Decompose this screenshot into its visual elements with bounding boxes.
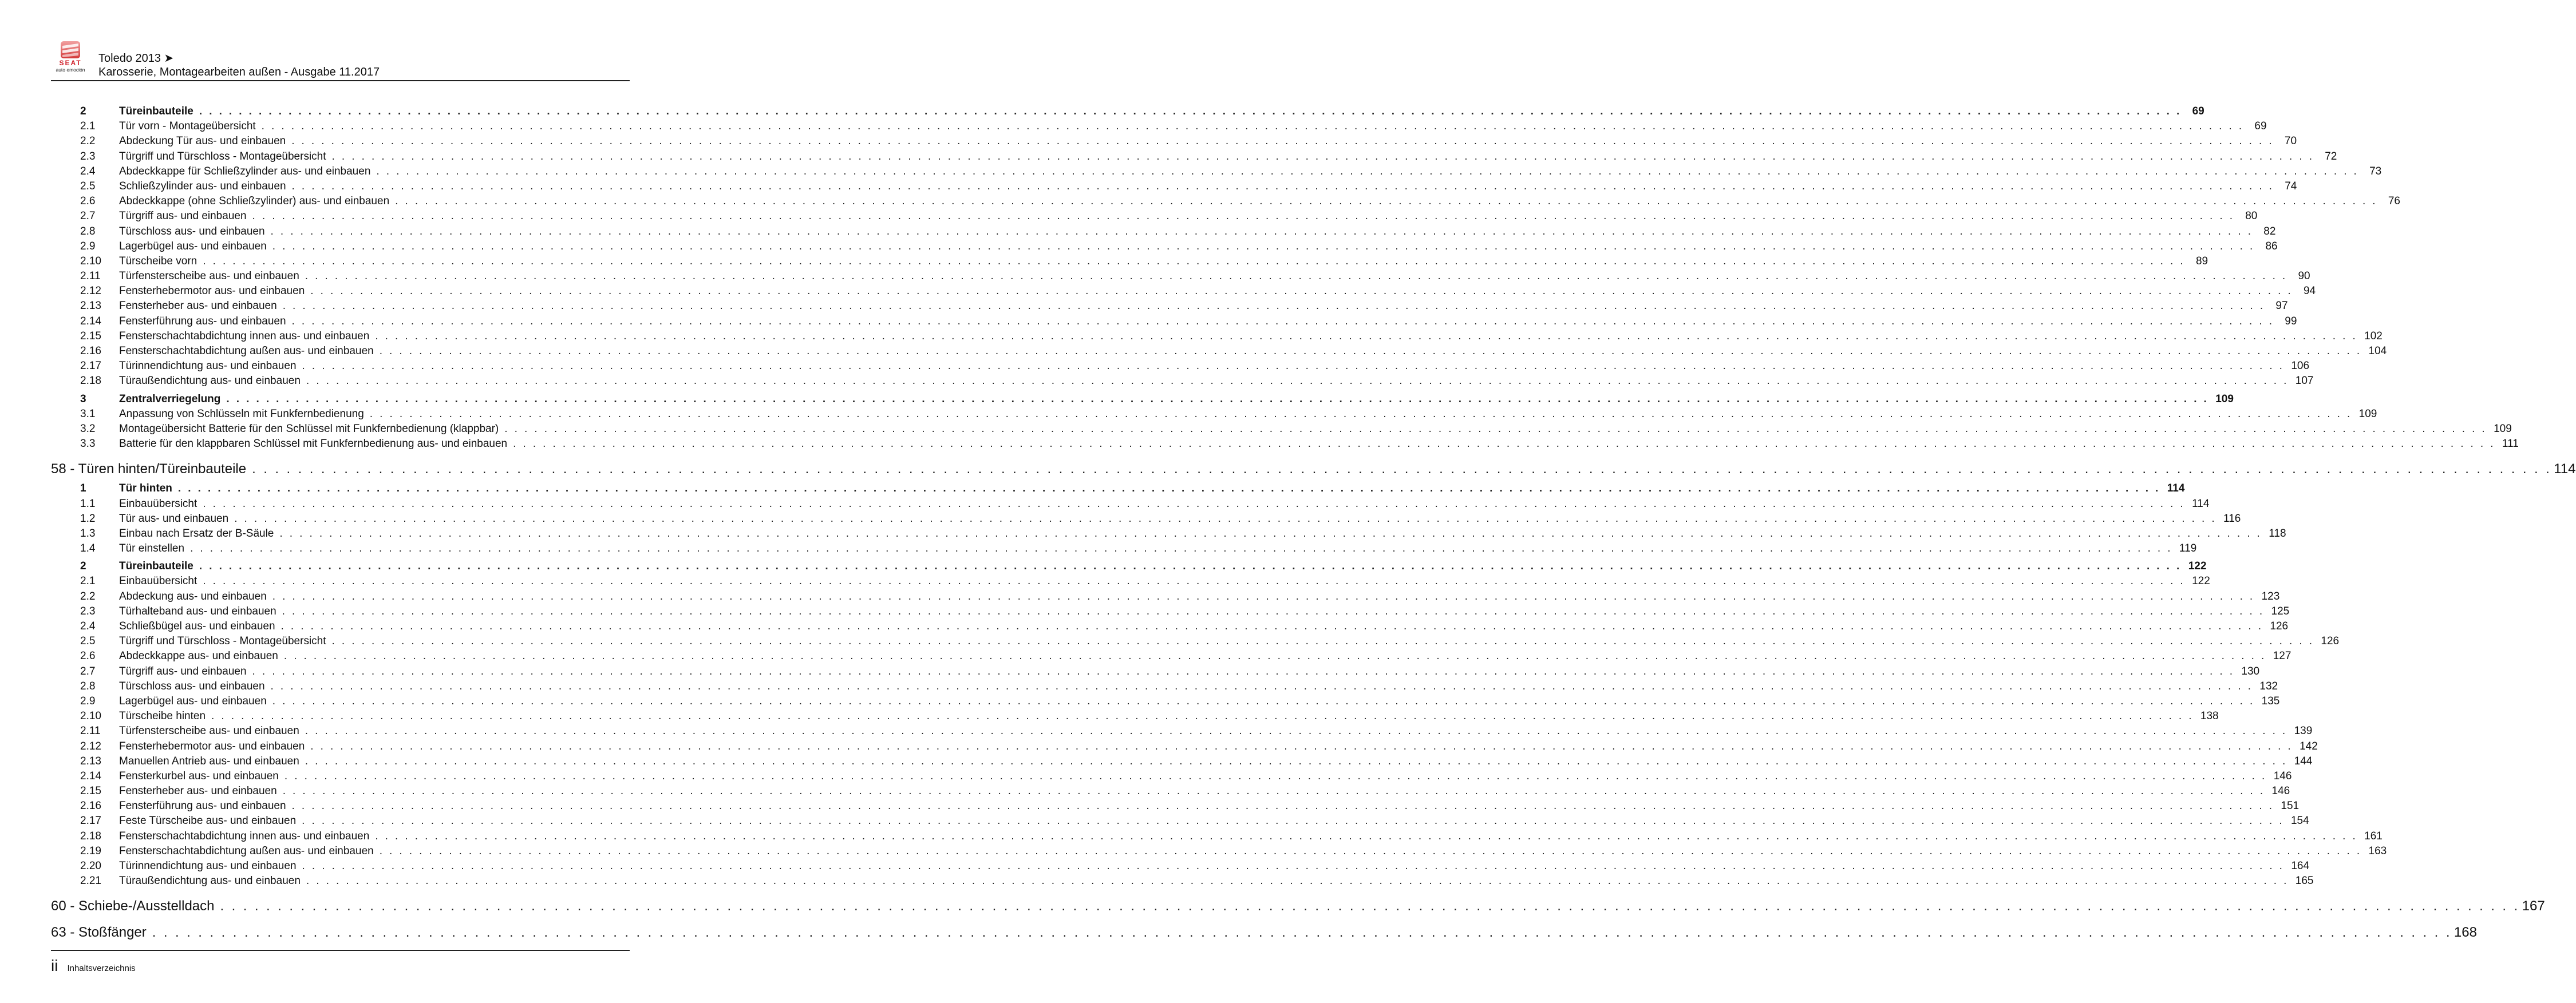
dot-leader: . . . . . . . . . . . . . . . . . . . . . . . . . . . . . . . . . . . . . . . . . . . . . . . . . . . . . . . . . . . . . . . . . . . . . . . . . . . . . . . . . . . . . . . . . . . . . . . . . . . . . . . . . . . . . . . . . . . . . . . . . . . . . . . . . . . . . . . . . . . . . . . . . . . . . . . . . . . . . . . . . . . . . . . . . . . . . . . . . . . . . . . . . . . . . . . . . . . . . . . .	[272, 590, 2255, 602]
dot-leader: . . . . . . . . . . . . . . . . . . . . . . . . . . . . . . . . . . . . . . . . . . . . . . . . . . . . . . . . . . . . . . . . . . . . . . . . . . . . . . . . . . . . . . . . . . . . . . . . . . . . . . . . . . . . . . . . . . . . . . . . . . . . . . . . . . . . . . . . . . . . . . . . . . . . . . . . . . . . . . . . . . . . . . . . . . . . . . . . . . . . . . . . . . . . . . . . . . . . . . . .	[177, 482, 2160, 495]
toc-entry[interactable]	[51, 407, 2377, 422]
dot-leader: . . . . . . . . . . . . . . . . . . . . . . . . . . . . . . . . . . . . . . . . . . . . . . . . . . . . . . . . . . . . . . . . . . . . . . . . . . . . . . . . . . . . . . . . . . . . . . . . . . . . . . . . . . . . . . . . . . . . . . . . . . . . . . . . . . . . . . . . . . . . . . . . . . . . . . . . . . . . . . . . . . . . . . . . . . . . . . . . . . . . . . . . . . . . . . . . . . . . . . . .	[234, 512, 2217, 525]
entry-title: Fensterschachtabdichtung außen aus- und einbauen	[119, 845, 374, 857]
entry-number: 2.17	[80, 360, 101, 372]
entry-number: 2.6	[80, 195, 96, 208]
entry-title: Türgriff aus- und einbauen	[119, 210, 247, 223]
dot-leader: . . . . . . . . . . . . . . . . . . . . . . . . . . . . . . . . . . . . . . . . . . . . . . . . . . . . . . . . . . . . . . . . . . . . . . . . . . . . . . . . . . . . . . . . . . . . . . . . . . . . . . . . . . . . . . . . . . . . . . . . . . . . . . . . . . . . . . . . . . . . . . . . . . . . . . . . . . . . . . . . . . . . . . . . . . . . . . . . . . . . . . . . . . . . . . . . . . . . . . . .	[282, 300, 2265, 312]
footer-divider	[51, 950, 630, 951]
entry-number: 2.9	[80, 240, 96, 252]
entry-page-number: 146	[2271, 785, 2290, 798]
entry-number: 2.2	[80, 590, 96, 602]
entry-page-number: 142	[2300, 740, 2318, 752]
entry-title: Türeinbauteile	[119, 560, 193, 573]
entry-number: 2.7	[80, 665, 96, 677]
svg-text:auto emoción: auto emoción	[56, 67, 85, 73]
entry-page-number: 70	[2284, 135, 2297, 148]
header-divider	[51, 80, 630, 81]
entry-number: 2.13	[80, 755, 101, 767]
dot-leader: . . . . . . . . . . . . . . . . . . . . . . . . . . . . . . . . . . . . . . . . . . . . . . . . . . . . . . . . . . . . . . . . . . . . . . . . . . . . . . . . . . . . . . . . . . . . . . . . . . . . . . . . . . . . . . . . . . . . . . . . . . . . . . . . . . . . . . . . . . . . . . . . . . . . . . . . . . . . . . . . . . . . . . . . . . . . . . . . . . . . . . . . . . . . . . . . . . . . . . . .	[302, 860, 2285, 872]
entry-title: Abdeckkappe aus- und einbauen	[119, 650, 278, 663]
entry-page-number: 94	[2303, 285, 2316, 298]
entry-title: Türfensterscheibe aus- und einbauen	[119, 725, 299, 738]
entry-page-number: 72	[2325, 150, 2337, 162]
entry-title: Türgriff und Türschloss - Montageübersicht	[119, 150, 326, 162]
toc-entry[interactable]	[51, 284, 2316, 299]
entry-title: Batterie für den klappbaren Schlüssel mit Funkfernbedienung aus- und einbauen	[119, 438, 508, 450]
toc-entry[interactable]	[51, 649, 2291, 664]
toc-entry[interactable]	[51, 739, 2318, 754]
entry-title: Lagerbügel aus- und einbauen	[119, 695, 267, 707]
toc-entry[interactable]	[51, 769, 2292, 784]
toc-entry[interactable]	[51, 239, 2278, 254]
entry-title: Abdeckkappe (ohne Schließzylinder) aus- und einbauen	[119, 195, 390, 208]
entry-title: Fensterhebermotor aus- und einbauen	[119, 740, 305, 752]
entry-title: Türschloss aus- und einbauen	[119, 225, 265, 237]
entry-title: Anpassung von Schlüsseln mit Funkfernbedienung	[119, 407, 364, 420]
entry-page-number: 114	[2167, 482, 2185, 495]
entry-title: Tür hinten	[119, 482, 172, 495]
dot-leader: . . . . . . . . . . . . . . . . . . . . . . . . . . . . . . . . . . . . . . . . . . . . . . . . . . . . . . . . . . . . . . . . . . . . . . . . . . . . . . . . . . . . . . . . . . . . . . . . . . . . . . . . . . . . . . . . . . . . . . . . . . . . . . . . . . . . . . . . . . . . . . . . . . . . . . . . . . . . . . . . . . . . . . . . . . . . . . . . . . . . . . . . . . . . . . . . . . . . . . . .	[220, 898, 2520, 914]
dot-leader: . . . . . . . . . . . . . . . . . . . . . . . . . . . . . . . . . . . . . . . . . . . . . . . . . . . . . . . . . . . . . . . . . . . . . . . . . . . . . . . . . . . . . . . . . . . . . . . . . . . . . . . . . . . . . . . . . . . . . . . . . . . . . . . . . . . . . . . . . . . . . . . . . . . . . . . . . . . . . . . . . . . . . . . . . . . . . . . . . . . . . . . . . . . . . . . . . . . . . . . .	[513, 438, 2495, 450]
toc-section[interactable]	[51, 392, 2234, 407]
entry-number: 2	[80, 560, 86, 573]
entry-number: 2.5	[80, 635, 96, 648]
toc-section[interactable]	[51, 104, 2204, 119]
entry-title: Tür vorn - Montageübersicht	[119, 120, 256, 133]
seat-logo	[50, 41, 94, 76]
entry-page-number: 146	[2273, 770, 2292, 782]
dot-leader: . . . . . . . . . . . . . . . . . . . . . . . . . . . . . . . . . . . . . . . . . . . . . . . . . . . . . . . . . . . . . . . . . . . . . . . . . . . . . . . . . . . . . . . . . . . . . . . . . . . . . . . . . . . . . . . . . . . . . . . . . . . . . . . . . . . . . . . . . . . . . . . . . . . . . . . . . . . . . . . . . . . . . . . . . . . . . . . . . . . . . . . . . . . . . . . . . . . . . . . .	[280, 620, 2263, 632]
entry-number: 2.1	[80, 575, 96, 588]
entry-number: 2.19	[80, 845, 101, 857]
toc-entry[interactable]	[51, 724, 2313, 739]
toc-entry[interactable]	[51, 859, 2310, 874]
dot-leader: . . . . . . . . . . . . . . . . . . . . . . . . . . . . . . . . . . . . . . . . . . . . . . . . . . . . . . . . . . . . . . . . . . . . . . . . . . . . . . . . . . . . . . . . . . . . . . . . . . . . . . . . . . . . . . . . . . . . . . . . . . . . . . . . . . . . . . . . . . . . . . . . . . . . . . . . . . . . . . . . . . . . . . . . . . . . . . . . . . . . . . . . . . . . . . . . . . . . . . . .	[270, 225, 2253, 237]
dot-leader: . . . . . . . . . . . . . . . . . . . . . . . . . . . . . . . . . . . . . . . . . . . . . . . . . . . . . . . . . . . . . . . . . . . . . . . . . . . . . . . . . . . . . . . . . . . . . . . . . . . . . . . . . . . . . . . . . . . . . . . . . . . . . . . . . . . . . . . . . . . . . . . . . . . . . . . . . . . . . . . . . . . . . . . . . . . . . . . . . . . . . . . . . . . . . . . . . . . . . . . .	[306, 875, 2289, 887]
entry-number: 2.11	[80, 270, 101, 283]
toc-entry[interactable]	[51, 119, 2267, 134]
toc-entry[interactable]	[51, 814, 2309, 828]
table-of-contents	[51, 104, 2576, 941]
entry-title: Montageübersicht Batterie für den Schlüssel mit Funkfernbedienung (klappbar)	[119, 422, 499, 435]
entry-page-number: 69	[2192, 105, 2204, 117]
entry-number: 2.10	[80, 710, 101, 723]
toc-chapter[interactable]	[51, 898, 2545, 914]
entry-number: 2.10	[80, 255, 101, 267]
entry-page-number: 151	[2281, 800, 2300, 812]
entry-title: 60 - Schiebe-/Ausstelldach	[51, 898, 215, 914]
entry-page-number: 99	[2285, 315, 2297, 327]
entry-number: 2.5	[80, 180, 96, 192]
entry-title: Schließbügel aus- und einbauen	[119, 620, 275, 632]
entry-number: 2.16	[80, 800, 101, 812]
dot-leader: . . . . . . . . . . . . . . . . . . . . . . . . . . . . . . . . . . . . . . . . . . . . . . . . . . . . . . . . . . . . . . . . . . . . . . . . . . . . . . . . . . . . . . . . . . . . . . . . . . . . . . . . . . . . . . . . . . . . . . . . . . . . . . . . . . . . . . . . . . . . . . . . . . . . . . . . . . . . . . . . . . . . . . . . . . . . . . . . . . . . . . . . . . . . . . . . . . . . . . . .	[284, 770, 2267, 782]
dot-leader: . . . . . . . . . . . . . . . . . . . . . . . . . . . . . . . . . . . . . . . . . . . . . . . . . . . . . . . . . . . . . . . . . . . . . . . . . . . . . . . . . . . . . . . . . . . . . . . . . . . . . . . . . . . . . . . . . . . . . . . . . . . . . . . . . . . . . . . . . . . . . . . . . . . . . . . . . . . . . . . . . . . . . . . . . . . . . . . . . . . . . . . . . . . . . . . . . . . . . . . .	[190, 542, 2172, 555]
entry-number: 2.13	[80, 300, 101, 312]
toc-entry[interactable]	[51, 589, 2280, 604]
entry-page-number: 109	[2215, 393, 2234, 405]
entry-number: 2.21	[80, 875, 101, 887]
dot-leader: . . . . . . . . . . . . . . . . . . . . . . . . . . . . . . . . . . . . . . . . . . . . . . . . . . . . . . . . . . . . . . . . . . . . . . . . . . . . . . . . . . . . . . . . . . . . . . . . . . . . . . . . . . . . . . . . . . . . . . . . . . . . . . . . . . . . . . . . . . . . . . . . . . . . . . . . . . . . . . . . . . . . . . . . . . . . . . . . . . . . . . . . . . . . . . . . . . . . . . . .	[331, 150, 2314, 162]
entry-number: 2.11	[80, 725, 101, 738]
entry-page-number: 132	[2259, 680, 2278, 692]
toc-entry[interactable]	[51, 359, 2310, 374]
dot-leader: . . . . . . . . . . . . . . . . . . . . . . . . . . . . . . . . . . . . . . . . . . . . . . . . . . . . . . . . . . . . . . . . . . . . . . . . . . . . . . . . . . . . . . . . . . . . . . . . . . . . . . . . . . . . . . . . . . . . . . . . . . . . . . . . . . . . . . . . . . . . . . . . . . . . . . . . . . . . . . . . . . . . . . . . . . . . . . . . . . . . . . . . . . . . . . . . . . . . . . . .	[306, 375, 2289, 387]
entry-page-number: 161	[2364, 830, 2383, 842]
toc-entry[interactable]	[51, 224, 2276, 239]
document-subtitle: Karosserie, Montagearbeiten außen - Ausgabe 11.2017	[98, 66, 380, 78]
model-title: Toledo 2013 ➤	[98, 52, 174, 65]
entry-title: Türaußendichtung aus- und einbauen	[119, 875, 301, 887]
toc-chapter[interactable]	[51, 461, 2576, 477]
dot-leader: . . . . . . . . . . . . . . . . . . . . . . . . . . . . . . . . . . . . . . . . . . . . . . . . . . . . . . . . . . . . . . . . . . . . . . . . . . . . . . . . . . . . . . . . . . . . . . . . . . . . . . . . . . . . . . . . . . . . . . . . . . . . . . . . . . . . . . . . . . . . . . . . . . . . . . . . . . . . . . . . . . . . . . . . . . . . . . . . . . . . . . . . . . . . . . . . . . . . . . . .	[291, 800, 2274, 812]
dot-leader: . . . . . . . . . . . . . . . . . . . . . . . . . . . . . . . . . . . . . . . . . . . . . . . . . . . . . . . . . . . . . . . . . . . . . . . . . . . . . . . . . . . . . . . . . . . . . . . . . . . . . . . . . . . . . . . . . . . . . . . . . . . . . . . . . . . . . . . . . . . . . . . . . . . . . . . . . . . . . . . . . . . . . . . . . . . . . . . . . . . . . . . . . . . . . . . . . . . . . . . .	[203, 255, 2186, 267]
entry-page-number: 86	[2265, 240, 2278, 252]
dot-leader: . . . . . . . . . . . . . . . . . . . . . . . . . . . . . . . . . . . . . . . . . . . . . . . . . . . . . . . . . . . . . . . . . . . . . . . . . . . . . . . . . . . . . . . . . . . . . . . . . . . . . . . . . . . . . . . . . . . . . . . . . . . . . . . . . . . . . . . . . . . . . . . . . . . . . . . . . . . . . . . . . . . . . . . . . . . . . . . . . . . . . . . . . . . . . . . . . . . . . . . .	[305, 270, 2287, 283]
dot-leader: . . . . . . . . . . . . . . . . . . . . . . . . . . . . . . . . . . . . . . . . . . . . . . . . . . . . . . . . . . . . . . . . . . . . . . . . . . . . . . . . . . . . . . . . . . . . . . . . . . . . . . . . . . . . . . . . . . . . . . . . . . . . . . . . . . . . . . . . . . . . . . . . . . . . . . . . . . . . . . . . . . . . . . . . . . . . . . . . . . . . . . . . . . . . . . . . . . . . . . . .	[252, 461, 2552, 477]
dot-leader: . . . . . . . . . . . . . . . . . . . . . . . . . . . . . . . . . . . . . . . . . . . . . . . . . . . . . . . . . . . . . . . . . . . . . . . . . . . . . . . . . . . . . . . . . . . . . . . . . . . . . . . . . . . . . . . . . . . . . . . . . . . . . . . . . . . . . . . . . . . . . . . . . . . . . . . . . . . . . . . . . . . . . . . . . . . . . . . . . . . . . . . . . . . . . . . . . . . . . . . .	[302, 815, 2284, 827]
toc-entry[interactable]	[51, 374, 2314, 388]
dot-leader: . . . . . . . . . . . . . . . . . . . . . . . . . . . . . . . . . . . . . . . . . . . . . . . . . . . . . . . . . . . . . . . . . . . . . . . . . . . . . . . . . . . . . . . . . . . . . . . . . . . . . . . . . . . . . . . . . . . . . . . . . . . . . . . . . . . . . . . . . . . . . . . . . . . . . . . . . . . . . . . . . . . . . . . . . . . . . . . . . . . . . . . . . . . . . . . . . . . . . . . .	[369, 407, 2352, 420]
dot-leader: . . . . . . . . . . . . . . . . . . . . . . . . . . . . . . . . . . . . . . . . . . . . . . . . . . . . . . . . . . . . . . . . . . . . . . . . . . . . . . . . . . . . . . . . . . . . . . . . . . . . . . . . . . . . . . . . . . . . . . . . . . . . . . . . . . . . . . . . . . . . . . . . . . . . . . . . . . . . . . . . . . . . . . . . . . . . . . . . . . . . . . . . . . . . . . . . . . . . . . . .	[375, 330, 2358, 342]
toc-entry[interactable]	[51, 254, 2208, 269]
entry-page-number: 74	[2285, 180, 2297, 192]
toc-section[interactable]	[51, 559, 2207, 574]
entry-number: 2.18	[80, 830, 101, 842]
toc-entry[interactable]	[51, 164, 2382, 179]
dot-leader: . . . . . . . . . . . . . . . . . . . . . . . . . . . . . . . . . . . . . . . . . . . . . . . . . . . . . . . . . . . . . . . . . . . . . . . . . . . . . . . . . . . . . . . . . . . . . . . . . . . . . . . . . . . . . . . . . . . . . . . . . . . . . . . . . . . . . . . . . . . . . . . . . . . . . . . . . . . . . . . . . . . . . . . . . . . . . . . . . . . . . . . . . . . . . . . . . . . . . . . .	[226, 393, 2209, 405]
entry-page-number: 139	[2294, 725, 2313, 738]
dot-leader: . . . . . . . . . . . . . . . . . . . . . . . . . . . . . . . . . . . . . . . . . . . . . . . . . . . . . . . . . . . . . . . . . . . . . . . . . . . . . . . . . . . . . . . . . . . . . . . . . . . . . . . . . . . . . . . . . . . . . . . . . . . . . . . . . . . . . . . . . . . . . . . . . . . . . . . . . . . . . . . . . . . . . . . . . . . . . . . . . . . . . . . . . . . . . . . . . . . . . . . .	[282, 785, 2265, 798]
entry-page-number: 97	[2275, 300, 2288, 312]
entry-number: 1.3	[80, 527, 96, 540]
toc-entry[interactable]	[51, 679, 2278, 694]
entry-number: 1	[80, 482, 86, 495]
entry-page-number: 135	[2261, 695, 2280, 707]
dot-leader: . . . . . . . . . . . . . . . . . . . . . . . . . . . . . . . . . . . . . . . . . . . . . . . . . . . . . . . . . . . . . . . . . . . . . . . . . . . . . . . . . . . . . . . . . . . . . . . . . . . . . . . . . . . . . . . . . . . . . . . . . . . . . . . . . . . . . . . . . . . . . . . . . . . . . . . . . . . . . . . . . . . . . . . . . . . . . . . . . . . . . . . . . . . . . . . . . . . . . . . .	[305, 725, 2287, 738]
entry-number: 2.3	[80, 605, 96, 617]
entry-number: 2.12	[80, 740, 101, 752]
entry-number: 2.7	[80, 210, 96, 223]
dot-leader: . . . . . . . . . . . . . . . . . . . . . . . . . . . . . . . . . . . . . . . . . . . . . . . . . . . . . . . . . . . . . . . . . . . . . . . . . . . . . . . . . . . . . . . . . . . . . . . . . . . . . . . . . . . . . . . . . . . . . . . . . . . . . . . . . . . . . . . . . . . . . . . . . . . . . . . . . . . . . . . . . . . . . . . . . . . . . . . . . . . . . . . . . . . . . . . . . . . . . . . .	[199, 105, 2182, 117]
entry-number: 3	[80, 393, 86, 405]
dot-leader: . . . . . . . . . . . . . . . . . . . . . . . . . . . . . . . . . . . . . . . . . . . . . . . . . . . . . . . . . . . . . . . . . . . . . . . . . . . . . . . . . . . . . . . . . . . . . . . . . . . . . . . . . . . . . . . . . . . . . . . . . . . . . . . . . . . . . . . . . . . . . . . . . . . . . . . . . . . . . . . . . . . . . . . . . . . . . . . . . . . . . . . . . . . . . . . . . . . . . . . .	[331, 635, 2314, 648]
entry-number: 2.6	[80, 650, 96, 663]
entry-page-number: 80	[2245, 210, 2258, 223]
dot-leader: . . . . . . . . . . . . . . . . . . . . . . . . . . . . . . . . . . . . . . . . . . . . . . . . . . . . . . . . . . . . . . . . . . . . . . . . . . . . . . . . . . . . . . . . . . . . . . . . . . . . . . . . . . . . . . . . . . . . . . . . . . . . . . . . . . . . . . . . . . . . . . . . . . . . . . . . . . . . . . . . . . . . . . . . . . . . . . . . . . . . . . . . . . . . . . . . . . . . . . . .	[376, 165, 2359, 177]
entry-number: 2.1	[80, 120, 96, 133]
entry-title: 63 - Stoßfänger	[51, 925, 147, 941]
entry-title: Lagerbügel aus- und einbauen	[119, 240, 267, 252]
entry-title: Türeinbauteile	[119, 105, 193, 117]
toc-entry[interactable]	[51, 634, 2340, 649]
toc-entry[interactable]	[51, 874, 2314, 889]
entry-title: Zentralverriegelung	[119, 393, 221, 405]
entry-title: Türscheibe hinten	[119, 710, 206, 723]
entry-page-number: 122	[2192, 575, 2210, 588]
entry-number: 2.17	[80, 815, 101, 827]
entry-title: Fensterschachtabdichtung innen aus- und einbauen	[119, 830, 370, 842]
toc-entry[interactable]	[51, 709, 2219, 724]
dot-leader: . . . . . . . . . . . . . . . . . . . . . . . . . . . . . . . . . . . . . . . . . . . . . . . . . . . . . . . . . . . . . . . . . . . . . . . . . . . . . . . . . . . . . . . . . . . . . . . . . . . . . . . . . . . . . . . . . . . . . . . . . . . . . . . . . . . . . . . . . . . . . . . . . . . . . . . . . . . . . . . . . . . . . . . . . . . . . . . . . . . . . . . . . . . . . . . . . . . . . . . .	[310, 740, 2293, 752]
toc-entry[interactable]	[51, 344, 2387, 359]
dot-leader: . . . . . . . . . . . . . . . . . . . . . . . . . . . . . . . . . . . . . . . . . . . . . . . . . . . . . . . . . . . . . . . . . . . . . . . . . . . . . . . . . . . . . . . . . . . . . . . . . . . . . . . . . . . . . . . . . . . . . . . . . . . . . . . . . . . . . . . . . . . . . . . . . . . . . . . . . . . . . . . . . . . . . . . . . . . . . . . . . . . . . . . . . . . . . . . . . . . . . . . .	[279, 527, 2262, 540]
entry-title: Abdeckung aus- und einbauen	[119, 590, 267, 602]
toc-entry[interactable]	[51, 149, 2337, 164]
dot-leader: . . . . . . . . . . . . . . . . . . . . . . . . . . . . . . . . . . . . . . . . . . . . . . . . . . . . . . . . . . . . . . . . . . . . . . . . . . . . . . . . . . . . . . . . . . . . . . . . . . . . . . . . . . . . . . . . . . . . . . . . . . . . . . . . . . . . . . . . . . . . . . . . . . . . . . . . . . . . . . . . . . . . . . . . . . . . . . . . . . . . . . . . . . . . . . . . . . . . . . . .	[272, 695, 2255, 707]
entry-page-number: 109	[2358, 407, 2377, 420]
svg-text:SEAT: SEAT	[59, 59, 82, 67]
dot-leader: . . . . . . . . . . . . . . . . . . . . . . . . . . . . . . . . . . . . . . . . . . . . . . . . . . . . . . . . . . . . . . . . . . . . . . . . . . . . . . . . . . . . . . . . . . . . . . . . . . . . . . . . . . . . . . . . . . . . . . . . . . . . . . . . . . . . . . . . . . . . . . . . . . . . . . . . . . . . . . . . . . . . . . . . . . . . . . . . . . . . . . . . . . . . . . . . . . . . . . . .	[379, 845, 2362, 857]
entry-page-number: 114	[2192, 497, 2210, 510]
toc-entry[interactable]	[51, 604, 2290, 619]
entry-page-number: 119	[2179, 542, 2197, 555]
toc-chapter[interactable]	[51, 925, 2477, 941]
entry-number: 2.4	[80, 165, 96, 177]
toc-entry[interactable]	[51, 497, 2210, 512]
entry-title: Tür aus- und einbauen	[119, 512, 229, 525]
entry-page-number: 167	[2522, 898, 2545, 914]
entry-page-number: 126	[2270, 620, 2289, 632]
entry-page-number: 106	[2291, 360, 2310, 372]
entry-number: 2.16	[80, 345, 101, 357]
entry-number: 2.12	[80, 285, 101, 298]
dot-leader: . . . . . . . . . . . . . . . . . . . . . . . . . . . . . . . . . . . . . . . . . . . . . . . . . . . . . . . . . . . . . . . . . . . . . . . . . . . . . . . . . . . . . . . . . . . . . . . . . . . . . . . . . . . . . . . . . . . . . . . . . . . . . . . . . . . . . . . . . . . . . . . . . . . . . . . . . . . . . . . . . . . . . . . . . . . . . . . . . . . . . . . . . . . . . . . . . . . . . . . .	[310, 285, 2293, 298]
toc-entry[interactable]	[51, 754, 2313, 769]
entry-title: Türaußendichtung aus- und einbauen	[119, 375, 301, 387]
entry-page-number: 122	[2188, 560, 2207, 573]
toc-entry[interactable]	[51, 664, 2260, 679]
toc-entry[interactable]	[51, 799, 2300, 814]
dot-leader: . . . . . . . . . . . . . . . . . . . . . . . . . . . . . . . . . . . . . . . . . . . . . . . . . . . . . . . . . . . . . . . . . . . . . . . . . . . . . . . . . . . . . . . . . . . . . . . . . . . . . . . . . . . . . . . . . . . . . . . . . . . . . . . . . . . . . . . . . . . . . . . . . . . . . . . . . . . . . . . . . . . . . . . . . . . . . . . . . . . . . . . . . . . . . . . . . . . . . . . .	[283, 650, 2266, 663]
entry-number: 2.3	[80, 150, 96, 162]
entry-number: 2.14	[80, 315, 101, 327]
entry-number: 1.2	[80, 512, 96, 525]
entry-page-number: 73	[2369, 165, 2382, 177]
entry-page-number: 111	[2502, 438, 2519, 450]
entry-page-number: 82	[2263, 225, 2276, 237]
dot-leader: . . . . . . . . . . . . . . . . . . . . . . . . . . . . . . . . . . . . . . . . . . . . . . . . . . . . . . . . . . . . . . . . . . . . . . . . . . . . . . . . . . . . . . . . . . . . . . . . . . . . . . . . . . . . . . . . . . . . . . . . . . . . . . . . . . . . . . . . . . . . . . . . . . . . . . . . . . . . . . . . . . . . . . . . . . . . . . . . . . . . . . . . . . . . . . . . . . . . . . . .	[395, 195, 2377, 208]
toc-entry[interactable]	[51, 784, 2290, 799]
entry-number: 3.1	[80, 407, 96, 420]
entry-title: Fensterführung aus- und einbauen	[119, 315, 286, 327]
entry-title: Fensterschachtabdichtung außen aus- und einbauen	[119, 345, 374, 357]
dot-leader: . . . . . . . . . . . . . . . . . . . . . . . . . . . . . . . . . . . . . . . . . . . . . . . . . . . . . . . . . . . . . . . . . . . . . . . . . . . . . . . . . . . . . . . . . . . . . . . . . . . . . . . . . . . . . . . . . . . . . . . . . . . . . . . . . . . . . . . . . . . . . . . . . . . . . . . . . . . . . . . . . . . . . . . . . . . . . . . . . . . . . . . . . . . . . . . . . . . . . . . .	[270, 680, 2253, 692]
dot-leader: . . . . . . . . . . . . . . . . . . . . . . . . . . . . . . . . . . . . . . . . . . . . . . . . . . . . . . . . . . . . . . . . . . . . . . . . . . . . . . . . . . . . . . . . . . . . . . . . . . . . . . . . . . . . . . . . . . . . . . . . . . . . . . . . . . . . . . . . . . . . . . . . . . . . . . . . . . . . . . . . . . . . . . . . . . . . . . . . . . . . . . . . . . . . . . . . . . . . . . . .	[291, 180, 2274, 192]
entry-page-number: 114	[2554, 461, 2576, 477]
dot-leader: . . . . . . . . . . . . . . . . . . . . . . . . . . . . . . . . . . . . . . . . . . . . . . . . . . . . . . . . . . . . . . . . . . . . . . . . . . . . . . . . . . . . . . . . . . . . . . . . . . . . . . . . . . . . . . . . . . . . . . . . . . . . . . . . . . . . . . . . . . . . . . . . . . . . . . . . . . . . . . . . . . . . . . . . . . . . . . . . . . . . . . . . . . . . . . . . . . . . . . . .	[261, 120, 2244, 133]
entry-page-number: 104	[2368, 345, 2387, 357]
toc-entry[interactable]	[51, 209, 2258, 224]
toc-entry[interactable]	[51, 574, 2210, 589]
entry-title: Türinnendichtung aus- und einbauen	[119, 360, 297, 372]
toc-entry[interactable]	[51, 422, 2512, 437]
toc-entry[interactable]	[51, 314, 2297, 329]
dot-leader: . . . . . . . . . . . . . . . . . . . . . . . . . . . . . . . . . . . . . . . . . . . . . . . . . . . . . . . . . . . . . . . . . . . . . . . . . . . . . . . . . . . . . . . . . . . . . . . . . . . . . . . . . . . . . . . . . . . . . . . . . . . . . . . . . . . . . . . . . . . . . . . . . . . . . . . . . . . . . . . . . . . . . . . . . . . . . . . . . . . . . . . . . . . . . . . . . . . . . . . .	[203, 575, 2186, 588]
entry-title: Türfensterscheibe aus- und einbauen	[119, 270, 299, 283]
entry-page-number: 130	[2241, 665, 2260, 677]
entry-number: 1.1	[80, 497, 96, 510]
toc-entry[interactable]	[51, 194, 2400, 209]
toc-entry[interactable]	[51, 619, 2289, 634]
entry-title: Türscheibe vorn	[119, 255, 197, 267]
entry-page-number: 90	[2298, 270, 2310, 283]
dot-leader: . . . . . . . . . . . . . . . . . . . . . . . . . . . . . . . . . . . . . . . . . . . . . . . . . . . . . . . . . . . . . . . . . . . . . . . . . . . . . . . . . . . . . . . . . . . . . . . . . . . . . . . . . . . . . . . . . . . . . . . . . . . . . . . . . . . . . . . . . . . . . . . . . . . . . . . . . . . . . . . . . . . . . . . . . . . . . . . . . . . . . . . . . . . . . . . . . . . . . . . .	[282, 605, 2265, 617]
entry-number: 2.15	[80, 330, 101, 342]
entry-title: Türgriff und Türschloss - Montageübersicht	[119, 635, 326, 648]
entry-page-number: 69	[2254, 120, 2267, 133]
dot-leader: . . . . . . . . . . . . . . . . . . . . . . . . . . . . . . . . . . . . . . . . . . . . . . . . . . . . . . . . . . . . . . . . . . . . . . . . . . . . . . . . . . . . . . . . . . . . . . . . . . . . . . . . . . . . . . . . . . . . . . . . . . . . . . . . . . . . . . . . . . . . . . . . . . . . . . . . . . . . . . . . . . . . . . . . . . . . . . . . . . . . . . . . . . . . . . . . . . . . . . . .	[379, 345, 2362, 357]
entry-title: 58 - Türen hinten/Türeinbauteile	[51, 461, 247, 477]
entry-number: 3.2	[80, 422, 96, 435]
entry-page-number: 164	[2291, 860, 2310, 872]
footer-label: Inhaltsverzeichnis	[67, 964, 136, 973]
dot-leader: . . . . . . . . . . . . . . . . . . . . . . . . . . . . . . . . . . . . . . . . . . . . . . . . . . . . . . . . . . . . . . . . . . . . . . . . . . . . . . . . . . . . . . . . . . . . . . . . . . . . . . . . . . . . . . . . . . . . . . . . . . . . . . . . . . . . . . . . . . . . . . . . . . . . . . . . . . . . . . . . . . . . . . . . . . . . . . . . . . . . . . . . . . . . . . . . . . . . . . . .	[203, 497, 2186, 510]
entry-page-number: 76	[2388, 195, 2400, 208]
entry-page-number: 116	[2223, 512, 2241, 525]
entry-title: Abdeckkappe für Schließzylinder aus- und einbauen	[119, 165, 371, 177]
dot-leader: . . . . . . . . . . . . . . . . . . . . . . . . . . . . . . . . . . . . . . . . . . . . . . . . . . . . . . . . . . . . . . . . . . . . . . . . . . . . . . . . . . . . . . . . . . . . . . . . . . . . . . . . . . . . . . . . . . . . . . . . . . . . . . . . . . . . . . . . . . . . . . . . . . . . . . . . . . . . . . . . . . . . . . . . . . . . . . . . . . . . . . . . . . . . . . . . . . . . . . . .	[291, 315, 2274, 327]
toc-entry[interactable]	[51, 269, 2310, 284]
dot-leader: . . . . . . . . . . . . . . . . . . . . . . . . . . . . . . . . . . . . . . . . . . . . . . . . . . . . . . . . . . . . . . . . . . . . . . . . . . . . . . . . . . . . . . . . . . . . . . . . . . . . . . . . . . . . . . . . . . . . . . . . . . . . . . . . . . . . . . . . . . . . . . . . . . . . . . . . . . . . . . . . . . . . . . . . . . . . . . . . . . . . . . . . . . . . . . . . . . . . . . . .	[211, 710, 2194, 723]
toc-entry[interactable]	[51, 299, 2288, 314]
entry-number: 2.8	[80, 680, 96, 692]
dot-leader: . . . . . . . . . . . . . . . . . . . . . . . . . . . . . . . . . . . . . . . . . . . . . . . . . . . . . . . . . . . . . . . . . . . . . . . . . . . . . . . . . . . . . . . . . . . . . . . . . . . . . . . . . . . . . . . . . . . . . . . . . . . . . . . . . . . . . . . . . . . . . . . . . . . . . . . . . . . . . . . . . . . . . . . . . . . . . . . . . . . . . . . . . . . . . . . . . . . . . . . .	[305, 755, 2287, 767]
entry-page-number: 163	[2368, 845, 2387, 857]
entry-title: Türschloss aus- und einbauen	[119, 680, 265, 692]
dot-leader: . . . . . . . . . . . . . . . . . . . . . . . . . . . . . . . . . . . . . . . . . . . . . . . . . . . . . . . . . . . . . . . . . . . . . . . . . . . . . . . . . . . . . . . . . . . . . . . . . . . . . . . . . . . . . . . . . . . . . . . . . . . . . . . . . . . . . . . . . . . . . . . . . . . . . . . . . . . . . . . . . . . . . . . . . . . . . . . . . . . . . . . . . . . . . . . . . . . . . . . .	[199, 560, 2182, 573]
entry-page-number: 165	[2295, 875, 2314, 887]
dot-leader: . . . . . . . . . . . . . . . . . . . . . . . . . . . . . . . . . . . . . . . . . . . . . . . . . . . . . . . . . . . . . . . . . . . . . . . . . . . . . . . . . . . . . . . . . . . . . . . . . . . . . . . . . . . . . . . . . . . . . . . . . . . . . . . . . . . . . . . . . . . . . . . . . . . . . . . . . . . . . . . . . . . . . . . . . . . . . . . . . . . . . . . . . . . . . . . . . . . . . . . .	[375, 830, 2358, 842]
entry-title: Fensterkurbel aus- und einbauen	[119, 770, 279, 782]
entry-number: 3.3	[80, 438, 96, 450]
entry-page-number: 102	[2364, 330, 2383, 342]
entry-title: Einbauübersicht	[119, 497, 197, 510]
entry-number: 2.18	[80, 375, 101, 387]
entry-title: Einbauübersicht	[119, 575, 197, 588]
toc-entry[interactable]	[51, 329, 2383, 344]
toc-entry[interactable]	[51, 179, 2297, 194]
entry-title: Fensterheber aus- und einbauen	[119, 785, 277, 798]
entry-number: 2.9	[80, 695, 96, 707]
dot-leader: . . . . . . . . . . . . . . . . . . . . . . . . . . . . . . . . . . . . . . . . . . . . . . . . . . . . . . . . . . . . . . . . . . . . . . . . . . . . . . . . . . . . . . . . . . . . . . . . . . . . . . . . . . . . . . . . . . . . . . . . . . . . . . . . . . . . . . . . . . . . . . . . . . . . . . . . . . . . . . . . . . . . . . . . . . . . . . . . . . . . . . . . . . . . . . . . . . . . . . . .	[504, 422, 2487, 435]
toc-entry[interactable]	[51, 844, 2387, 859]
dot-leader: . . . . . . . . . . . . . . . . . . . . . . . . . . . . . . . . . . . . . . . . . . . . . . . . . . . . . . . . . . . . . . . . . . . . . . . . . . . . . . . . . . . . . . . . . . . . . . . . . . . . . . . . . . . . . . . . . . . . . . . . . . . . . . . . . . . . . . . . . . . . . . . . . . . . . . . . . . . . . . . . . . . . . . . . . . . . . . . . . . . . . . . . . . . . . . . . . . . . . . . .	[302, 360, 2285, 372]
entry-title: Fensterführung aus- und einbauen	[119, 800, 286, 812]
entry-page-number: 138	[2200, 710, 2219, 723]
toc-entry[interactable]	[51, 437, 2519, 451]
entry-page-number: 89	[2195, 255, 2208, 267]
entry-title: Türinnendichtung aus- und einbauen	[119, 860, 297, 872]
entry-number: 1.4	[80, 542, 96, 555]
toc-entry[interactable]	[51, 541, 2197, 556]
entry-title: Einbau nach Ersatz der B-Säule	[119, 527, 274, 540]
entry-title: Fensterhebermotor aus- und einbauen	[119, 285, 305, 298]
entry-page-number: 109	[2494, 422, 2512, 435]
entry-page-number: 144	[2294, 755, 2313, 767]
entry-page-number: 107	[2295, 375, 2314, 387]
entry-title: Tür einstellen	[119, 542, 185, 555]
entry-number: 2.20	[80, 860, 101, 872]
toc-section[interactable]	[51, 481, 2185, 496]
entry-title: Fensterheber aus- und einbauen	[119, 300, 277, 312]
entry-number: 2.4	[80, 620, 96, 632]
entry-page-number: 126	[2321, 635, 2340, 648]
entry-title: Türgriff aus- und einbauen	[119, 665, 247, 677]
dot-leader: . . . . . . . . . . . . . . . . . . . . . . . . . . . . . . . . . . . . . . . . . . . . . . . . . . . . . . . . . . . . . . . . . . . . . . . . . . . . . . . . . . . . . . . . . . . . . . . . . . . . . . . . . . . . . . . . . . . . . . . . . . . . . . . . . . . . . . . . . . . . . . . . . . . . . . . . . . . . . . . . . . . . . . . . . . . . . . . . . . . . . . . . . . . . . . . . . . . . . . . .	[152, 925, 2452, 941]
toc-entry[interactable]	[51, 512, 2241, 526]
page-number: ii	[51, 957, 58, 974]
entry-page-number: 154	[2290, 815, 2309, 827]
entry-title: Schließzylinder aus- und einbauen	[119, 180, 286, 192]
entry-title: Abdeckung Tür aus- und einbauen	[119, 135, 286, 148]
entry-number: 2.2	[80, 135, 96, 148]
toc-entry[interactable]	[51, 134, 2297, 149]
entry-number: 2.8	[80, 225, 96, 237]
dot-leader: . . . . . . . . . . . . . . . . . . . . . . . . . . . . . . . . . . . . . . . . . . . . . . . . . . . . . . . . . . . . . . . . . . . . . . . . . . . . . . . . . . . . . . . . . . . . . . . . . . . . . . . . . . . . . . . . . . . . . . . . . . . . . . . . . . . . . . . . . . . . . . . . . . . . . . . . . . . . . . . . . . . . . . . . . . . . . . . . . . . . . . . . . . . . . . . . . . . . . . . .	[272, 240, 2255, 252]
entry-title: Feste Türscheibe aus- und einbauen	[119, 815, 297, 827]
entry-title: Manuellen Antrieb aus- und einbauen	[119, 755, 299, 767]
entry-title: Türhalteband aus- und einbauen	[119, 605, 276, 617]
toc-entry[interactable]	[51, 829, 2383, 844]
entry-page-number: 118	[2269, 527, 2286, 540]
entry-page-number: 168	[2453, 925, 2477, 941]
dot-leader: . . . . . . . . . . . . . . . . . . . . . . . . . . . . . . . . . . . . . . . . . . . . . . . . . . . . . . . . . . . . . . . . . . . . . . . . . . . . . . . . . . . . . . . . . . . . . . . . . . . . . . . . . . . . . . . . . . . . . . . . . . . . . . . . . . . . . . . . . . . . . . . . . . . . . . . . . . . . . . . . . . . . . . . . . . . . . . . . . . . . . . . . . . . . . . . . . . . . . . . .	[252, 665, 2235, 677]
entry-page-number: 125	[2271, 605, 2290, 617]
entry-title: Fensterschachtabdichtung innen aus- und einbauen	[119, 330, 370, 342]
dot-leader: . . . . . . . . . . . . . . . . . . . . . . . . . . . . . . . . . . . . . . . . . . . . . . . . . . . . . . . . . . . . . . . . . . . . . . . . . . . . . . . . . . . . . . . . . . . . . . . . . . . . . . . . . . . . . . . . . . . . . . . . . . . . . . . . . . . . . . . . . . . . . . . . . . . . . . . . . . . . . . . . . . . . . . . . . . . . . . . . . . . . . . . . . . . . . . . . . . . . . . . .	[252, 210, 2235, 223]
page-footer	[51, 957, 136, 975]
entry-number: 2	[80, 105, 86, 117]
toc-entry[interactable]	[51, 526, 2286, 541]
dot-leader: . . . . . . . . . . . . . . . . . . . . . . . . . . . . . . . . . . . . . . . . . . . . . . . . . . . . . . . . . . . . . . . . . . . . . . . . . . . . . . . . . . . . . . . . . . . . . . . . . . . . . . . . . . . . . . . . . . . . . . . . . . . . . . . . . . . . . . . . . . . . . . . . . . . . . . . . . . . . . . . . . . . . . . . . . . . . . . . . . . . . . . . . . . . . . . . . . . . . . . . .	[291, 135, 2274, 148]
entry-page-number: 127	[2273, 650, 2291, 663]
toc-entry[interactable]	[51, 694, 2280, 709]
document-header	[98, 51, 380, 79]
entry-number: 2.14	[80, 770, 101, 782]
entry-number: 2.15	[80, 785, 101, 798]
entry-page-number: 123	[2261, 590, 2280, 602]
